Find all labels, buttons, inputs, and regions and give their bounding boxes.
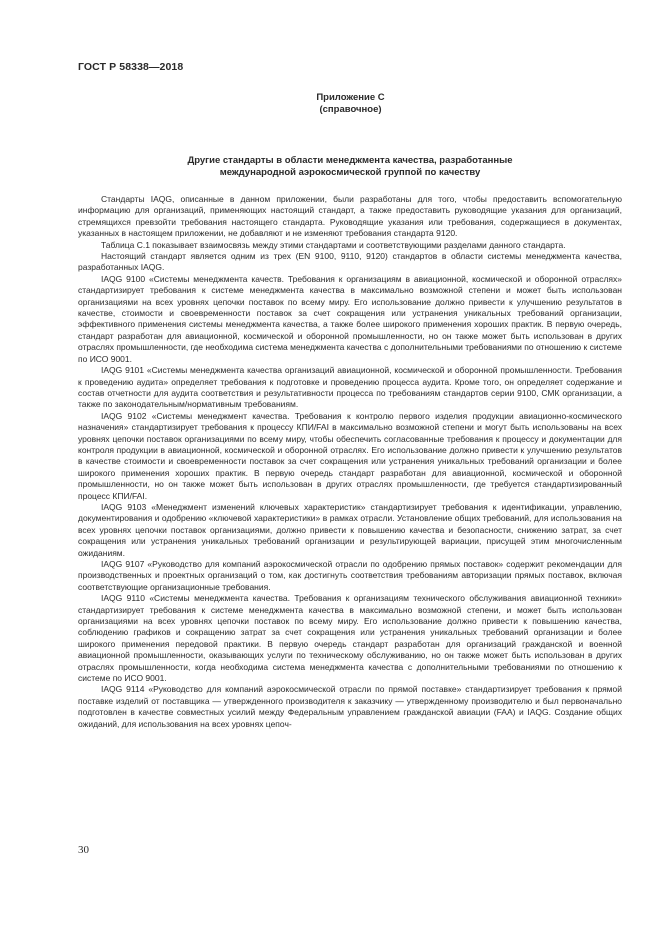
paragraph-iaqg-9107: IAQG 9107 «Руководство для компаний аэрокосмической отрасли по одобрению прямых поставок» содержит рекомендации для производственных и проектных организаций о том, как достигнуть соответствия требованиям авторизации прямых поставок, включая соответствующие организационные требования. bbox=[78, 559, 622, 592]
page-number: 30 bbox=[78, 844, 89, 856]
standard-code-header: ГОСТ Р 58338—2018 bbox=[78, 61, 184, 73]
paragraph-table-ref: Таблица С.1 показывает взаимосвязь между этими стандартами и соответствующими разделами данного стандарта. bbox=[101, 239, 566, 250]
paragraph-standard-scope: Настоящий стандарт является одним из трех (EN 9100, 9110, 9120) стандартов в области системы менеджмента качества, разработанных IAQG. bbox=[78, 251, 622, 273]
paragraph-iaqg-9114: IAQG 9114 «Руководство для компаний аэрокосмической отрасли по прямой поставке» стандартизирует требования к прямой поставке изделий от поставщика — утвержденного производителя к заказчику — утвержденному производителю и был первоначально подготовлен в качестве совместных усилий между Федеральным управлением гражданской авиации (FAA) и IAQG. Создание общих ожиданий, для использования на всех уровнях цепоч- bbox=[78, 684, 622, 729]
section-title-line-1: Другие стандарты в области менеджмента качества, разработанные bbox=[187, 155, 513, 166]
paragraph-iaqg-9101: IAQG 9101 «Системы менеджмента качества организаций авиационной, космической и оборонной промышленности. Требования к проведению аудита» определяет требования к подготовке и проведению процесса аудита. Кроме того, он определяет содержание и состав отчетности для аудита соответствия и результативности процесса по требованиям стандартов серии 9100, СМК организации, а также по законодательным/нормативным требованиям. bbox=[78, 365, 622, 410]
body-text bbox=[78, 194, 622, 730]
paragraph-iaqg-9100: IAQG 9100 «Системы менеджмента качеств. Требования к организациям в авиационной, космической и оборонной отраслях» стандартизирует требования к системе менеджмента качества в максимально возможной степени и может быть использован организациями на всех уровнях цепочки поставок по всему миру. Его использование должно привести к улучшению результатов в качестве, стоимости и своевременности поставок за счет сокращения или устранения уникальных требований организации, эффективного применения системы менеджмента качества, а также более широкого применения хороших практик. В первую очередь, стандарт разработан для авиационной, космической и оборонной промышленности, но он также может быть использован в других отраслях промышленности, где необходима система менеджмента качества с дополнительными требованиями по отношению к системе по ИСО 9001. bbox=[78, 273, 622, 364]
paragraph-iaqg-9102: IAQG 9102 «Системы менеджмент качества. Требования к контролю первого изделия продукции авиационно-космического назначения» стандартизирует требования к процессу КПИ/FAI в максимально возможной степени и могут быть использованы на всех уровнях цепочки поставок организациями по всему миру, чтобы обеспечить согласованные требования к процессу и документации для контроля продукции в авиационной, космической и оборонной отраслях. Его использование должно привести к улучшению результатов в качестве стоимости и своевременности поставок за счет сокращения или устранения уникальных требований организации и более широкого применения хороших практик. В первую очередь стандарт разработан для авиационной, космической и оборонной промышленности, но он также может быть использован в других отраслях промышленности, где требуется стандартизированный процесс КПИ/FAI. bbox=[78, 410, 622, 501]
paragraph-iaqg-9110: IAQG 9110 «Системы менеджмента качества. Требования к организациям технического обслуживания авиационной техники» стандартизирует требования к системе менеджмента качества в максимально возможной степени, и может быть использован организациями на всех уровнях цепочки поставок по всему миру. Его использование должно привести к повышению качества, соблюдению графиков и сокращению затрат за счет сокращения или устранения уникальных требований организации и более широкого применения передовой практики. В первую очередь стандарт разработан для организаций гражданской и военной авиационной промышленности, оказывающих услуги по техническому обслуживанию, но он также может быть использован в других отраслях промышленности, когда необходима система менеджмента качества с дополнительными требованиями по отношению к системе по ИСО 9001. bbox=[78, 593, 622, 684]
paragraph-intro: Стандарты IAQG, описанные в данном приложении, были разработаны для того, чтобы предоставить вспомогательную информацию для организаций, применяющих настоящий стандарт, а также предоставить руководящие указания для организаций, стремящихся превзойти требования настоящего стандарта. Руководящие указания или требования, содержащиеся в документах, указанных в настоящем приложении, не добавляют и не изменяют требования стандарта 9120. bbox=[78, 194, 622, 239]
section-title bbox=[78, 155, 622, 179]
appendix-title: Приложение С bbox=[316, 92, 385, 103]
appendix-subtitle: (справочное) bbox=[319, 104, 382, 115]
section-title-line-2: международной аэрокосмической группой по качеству bbox=[219, 167, 481, 178]
paragraph-iaqg-9103: IAQG 9103 «Менеджмент изменений ключевых характеристик» стандартизирует требования к идентификации, управлению, документирования и одобрению «ключевой характеристики» в рамках отрасли. Установление общих требований, для использования на всех уровнях цепочки поставок организациями, должно привести к повышению качества и безопасности, снижению затрат, за счет сокращения или устранения уникальных требований организации и результирующей вариации, присущей этим многочисленным ожиданиям. bbox=[78, 501, 622, 558]
appendix-heading bbox=[0, 92, 661, 116]
